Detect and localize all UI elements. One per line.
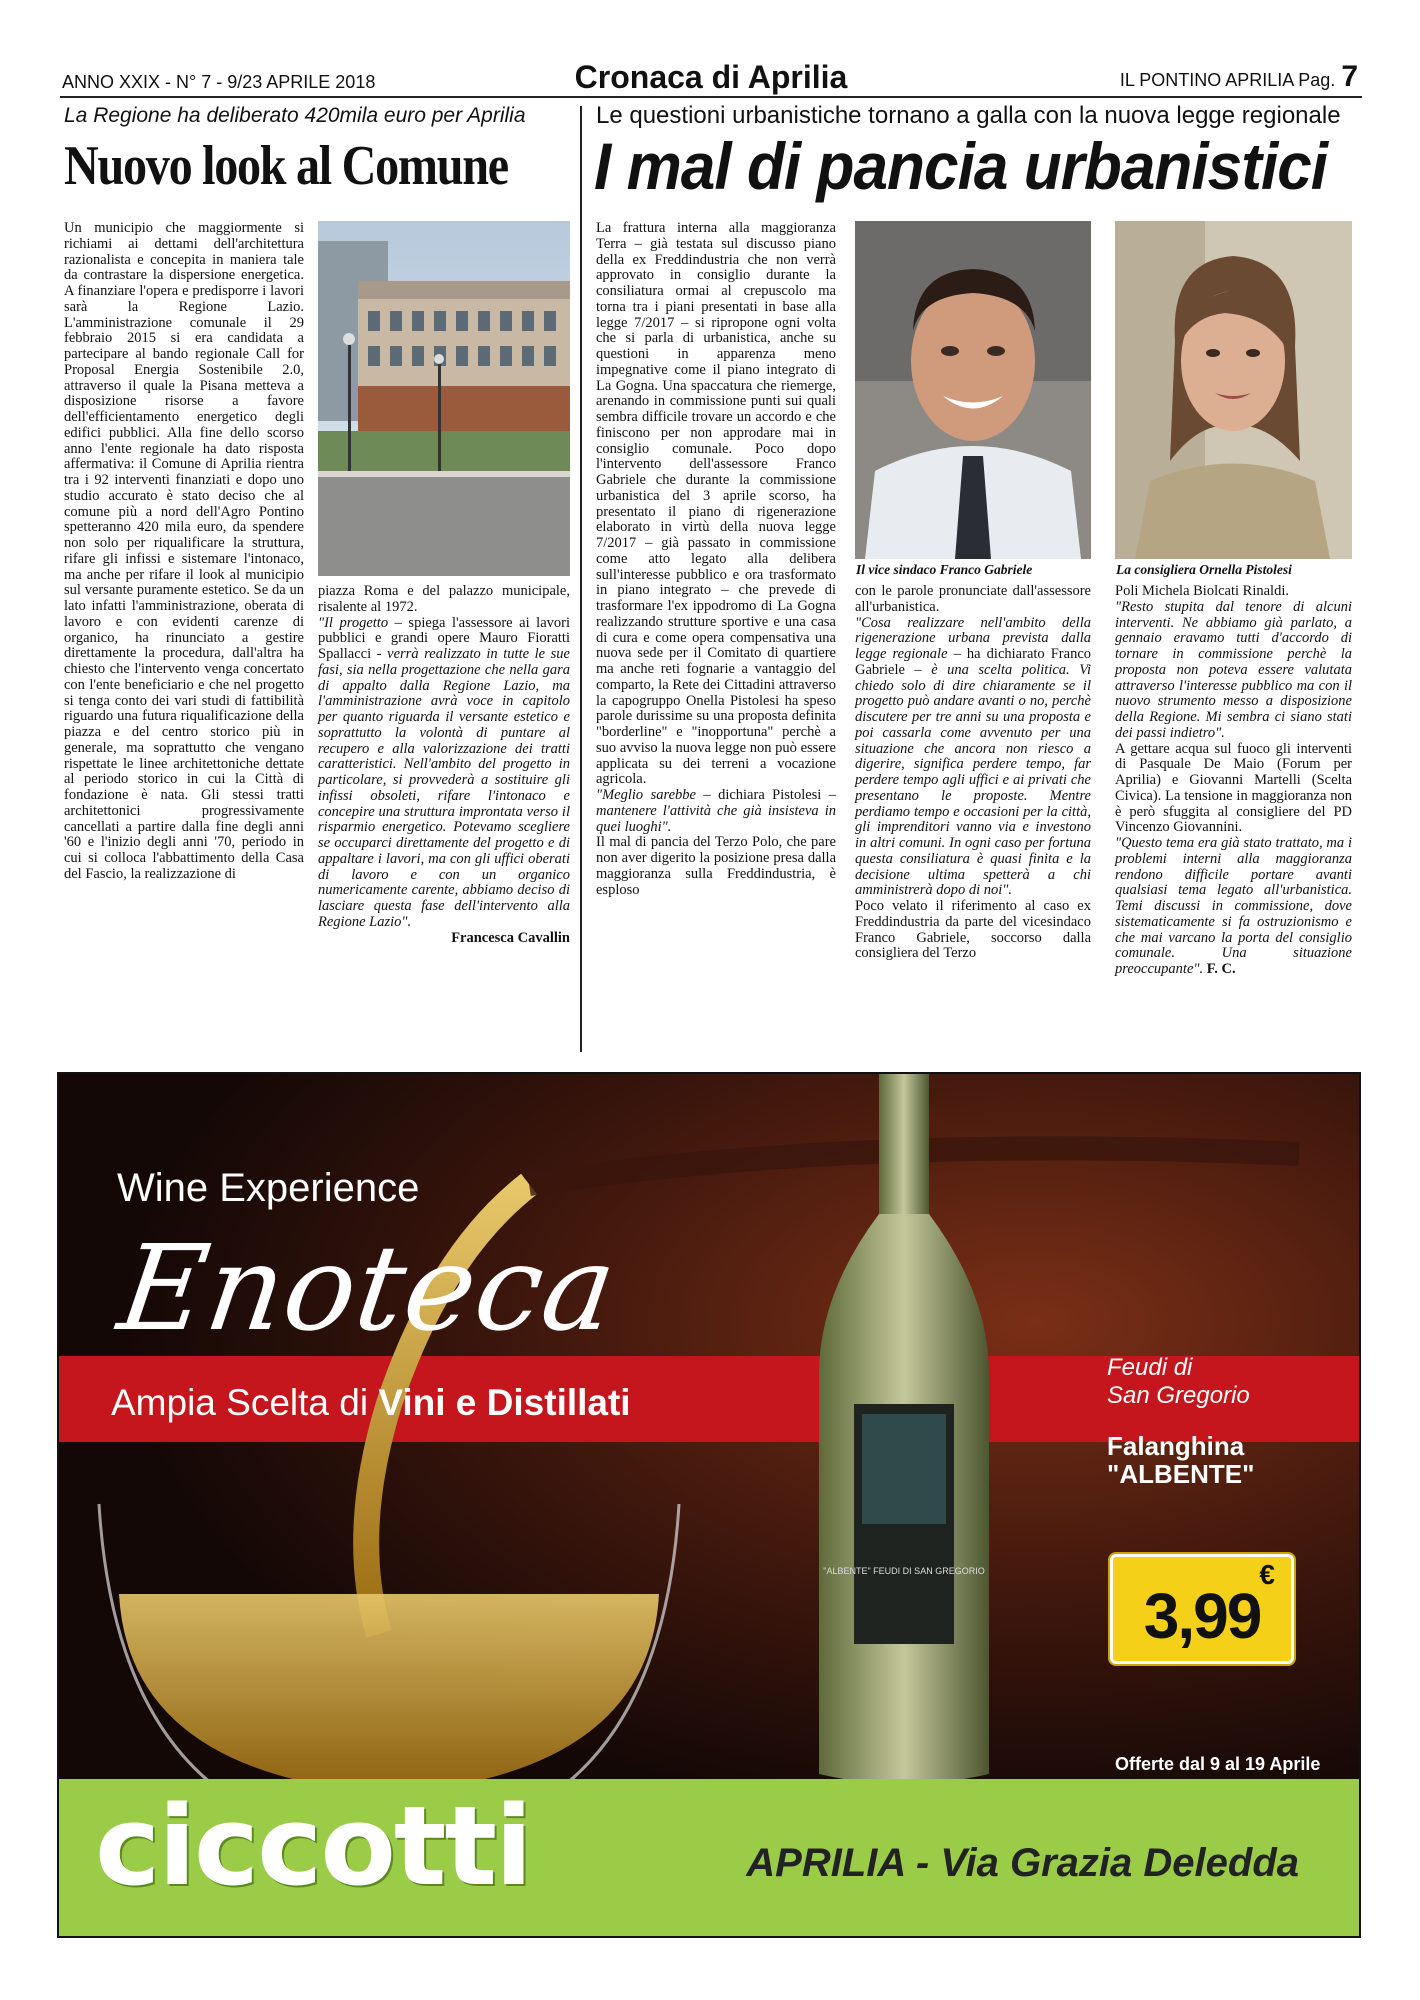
ad-enoteca: Enoteca	[111, 1219, 625, 1357]
ad-ampia-scelta: Ampia Scelta di Vini e Distillati	[111, 1382, 631, 1423]
masthead	[60, 58, 1362, 98]
ornella-pistolesi-photo	[1115, 221, 1352, 559]
article2-column-1: La frattura interna alla maggioranza Terra – già testata sul discusso piano della ex Freddindustria che non verrà approvato in consiglio durante la consiliatura ormai al crepuscolo ma torna tra i piani presentati in base alla legge 7/2017 – si ripropone ogni volta che si parla di urbanistica, anche su questioni in apparenza meno impegnative come il piano integrato di La Gogna. Una spaccatura che riemerge, arenando in commissione punti sui quali sembra difficile trovare un accordo e che finiscono per non approdare mai in consiglio comunale. Poco dopo l'intervento dell'assessore Franco Gabriele che durante la commissione urbanistica del 3 aprile scorso, ha presentato il piano di rigenerazione elaborato in virtù della nuova legge 7/2017 – già passato in commissione come atto legato alla delibera sull'interesse pubblico e ora trasformato in piano integrato – che prevede di trasformare l'ex ippodromo di La Gogna realizzando strutture sportive e una casa di cura e come opera compensativa una nuova sede per il Comitato di quartiere ma anche reti fognarie a vantaggio del comparto, la Rete dei Cittadini attraverso la capogruppo Onella Pistolesi ha speso parole durissime su una proposta definita "borderline" e "inopportuna" perchè a suo avviso la nuova legge non può essere applicata su dei terreni a vocazione agricola. "Meglio sarebbe – dichiara Pistolesi – mantenere l'attività che già insisteva in quei luoghi". Il mal di pancia del Terzo Polo, che pare non aver digerito la posizione presa dalla maggioranza sulla Freddindustria, è esploso	[596, 220, 837, 898]
franco-gabriele-photo	[855, 221, 1091, 559]
article1-headline: Nuovo look al Comune	[64, 135, 508, 197]
article2-kicker: Le questioni urbanistiche tornano a galla con la nuova legge regionale	[596, 102, 1341, 129]
ciccotti-advertisement	[57, 1072, 1361, 1938]
section-title: Cronaca di Aprilia	[574, 59, 848, 95]
ciccotti-logo: ciccotti	[95, 1782, 531, 1910]
price-value: 3,99	[1143, 1580, 1261, 1652]
paper-name: IL PONTINO APRILIA Pag. 7	[1119, 60, 1358, 93]
ad-offer-dates: Offerte dal 9 al 19 Aprile	[1115, 1754, 1321, 1774]
ad-wine-experience: Wine Experience	[117, 1166, 420, 1210]
currency-symbol: €	[1259, 1559, 1275, 1590]
article1-column-1: Un municipio che maggiormente si richiami ai dettami dell'architettura razionalista e concepita in maniera tale da contrastare la dispersione energetica. A finanziare l'opera e predisporre i lavori sarà la Regione Lazio. L'amministrazione comunale il 29 febbraio 2015 si era candidata a partecipare al bando regionale Call for Proposal Energia Sostenibile 2.0, attraverso il quale la Pisana metteva a disposizione risorse a favore dell'efficientamento energetico degli edifici pubblici. Alla fine dello scorso anno l'ente regionale ha dato risposta affermativa: il Comune di Aprilia rientra tra i 92 interventi finanziati e dopo uno studio accurato è stato deciso che al comune più a nord dell'Agro Pontino spetteranno 420 mila euro, da spendere non solo per riqualificare la struttura, rifare gli infissi e sistemare l'intonaco, ma anche per rifare il look al municipio sul versante puramente estetico. Se da un lato infatti l'amministrazione, oberata di lavoro e con evidenti carenze di organico, ha rinunciato a gestire direttamente la procedura, dall'altra ha chiesto che l'intervento venga concertato con l'ente beneficiario e che nel progetto si tenga conto dei vari studi di fattibilità riguardo una futura riqualificazione della piazza e del centro storico più in generale, ma soprattutto che vengano rispettate le linee architettoniche dettate al periodo storico in cui la Città di fondazione è nata. Gli stessi tratti architettonici progressivamente cancellati a partire dalla fine degli anni '60 e l'inizio degli anni '70, periodo in cui si colloca l'abbattimento della Casa del Fascio, la realizzazione di	[64, 220, 304, 882]
article2-column-2: con le parole pronunciate dall'assessore all'urbanistica. "Cosa realizzare nell'ambito della rigenerazione urbana prevista dalla legge regionale – ha dichiarato Franco Gabriele – è una scelta politica. Vi chiedo solo di dire chiaramente se il progetto può andare avanti o no, perchè discutere per tre anni su una proposta e poi cassarla come avvenuto per una situazione che ancora non riesco a digerire, significa perdere tempo, far perdere tempo agli uffici e ai privati che presentano le proposte. Mentre perdiamo tempo e occasioni per la città, gli imprenditori vanno via e investono in altri comuni. In ogni caso per fortuna questa consiliatura è quasi finita e la decisione ultima spetterà a chi amministrerà dopo di noi". Poco velato il riferimento al caso ex Freddindustria da parte del vicesindaco Franco Gabriele, soccorso dalla consigliera del Terzo	[855, 583, 1091, 962]
article2-headline: I mal di pancia urbanistici	[594, 129, 1328, 203]
town-hall-photo	[318, 221, 570, 576]
caption-ornella-pistolesi: La consigliera Ornella Pistolesi	[1116, 562, 1292, 577]
article2-initials: F. C.	[1206, 961, 1236, 977]
issue-info: ANNO XXIX - N° 7 - 9/23 APRILE 2018	[62, 72, 376, 92]
ad-price-tag	[1110, 1554, 1294, 1664]
ad-address: APRILIA - Via Grazia Deledda	[746, 1841, 1299, 1885]
article2-column-3: Poli Michela Biolcati Rinaldi. "Resto stupita dal tenore di alcuni interventi. Ne abbiamo già parlato, a gennaio eravamo tutti d'accordo di tornare in commissione perchè la proposta non poteva essere valutata attraverso l'interesse pubblico ma con il nuovo strumento messo a disposizione della Regione. Mi sembra ci siano stati dei passi indietro". A gettare acqua sul fuoco gli interventi di Pasquale De Maio (Forum per Aprilia) e Giovanni Martelli (Scelta Civica). La tensione in maggioranza non è però sfuggita al consigliere del PD Vincenzo Giovannini. "Questo tema era già stato trattato, ma i problemi interni alla maggioranza rendono difficile portare avanti qualsiasi tema legato all'urbanistica. Temi discussi in commissione, dove sistematicamente si fa ostruzionismo e che mai varcano la porta del consiglio comunale. Una situazione preoccupante". F. C.	[1115, 583, 1352, 977]
article1-byline: Francesca Cavallin	[451, 929, 570, 946]
ad-producer: Feudi di San Gregorio	[1107, 1354, 1250, 1409]
page-number: 7	[1341, 60, 1358, 93]
ad-wine-name: Falanghina "ALBENTE"	[1107, 1431, 1255, 1489]
article1-kicker: La Regione ha deliberato 420mila euro per Aprilia	[64, 104, 526, 127]
bottle-label: "ALBENTE" FEUDI DI SAN GREGORIO	[823, 1566, 985, 1576]
caption-franco-gabriele: Il vice sindaco Franco Gabriele	[856, 562, 1033, 577]
article1-column-2: piazza Roma e del palazzo municipale, risalente al 1972. "Il progetto – spiega l'assessore ai lavori pubblici e grandi opere Mauro Fioratti Spallacci - verrà realizzato in tutte le sue fasi, sia nella progettazione che nella gara di appalto dalla Regione Lazio, ma l'amministrazione avrà voce in capitolo per quanto riguarda il versante estetico e soprattutto la volontà di puntare al recupero e alla valorizzazione dei tratti caratteristici. Nell'ambito del progetto in particolare, si provvederà a sostituire gli infissi obsoleti, rifare l'intonaco e concepire una struttura improntata verso il risparmio energetico. Potevamo scegliere se occuparci direttamente del progetto e di appaltare i lavori, ma con gli uffici oberati di lavoro e con un organico numericamente carente, abbiamo deciso di lasciare questa fase dell'intervento alla Regione Lazio". Francesca Cavallin	[318, 583, 570, 946]
column-divider	[580, 106, 582, 1052]
ad-green-band	[59, 1779, 1359, 1936]
